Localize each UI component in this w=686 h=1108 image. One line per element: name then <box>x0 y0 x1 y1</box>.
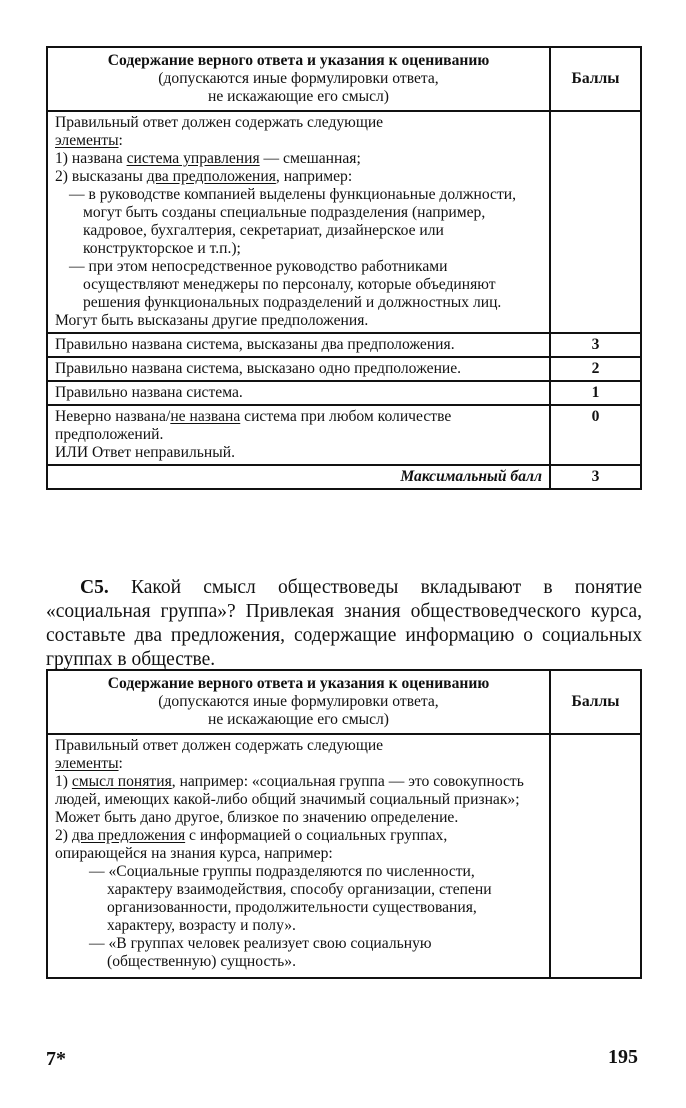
question-text: Какой смысл обществоведы вкладывают в понятие «социальная группа»? Привлекая знания обществоведческого курса, составьте два предложения, содержащие информацию о социальных группах в обществе. <box>46 577 643 670</box>
header-line-3: не искажающие его смысл) <box>208 88 389 105</box>
max-score-label: Максимальный балл <box>47 465 550 489</box>
header-score: Баллы <box>550 47 641 111</box>
criterion-text: Правильно названа система, высказано одно предположение. <box>47 357 550 381</box>
answer-dash-1: — «Социальные группы подразделяются по численности, характеру взаимодействия, способу организации, степени организованности, продолжительности существования, характеру, возрасту и полу». <box>89 863 492 934</box>
score-row-1 <box>47 381 641 405</box>
row0-or: ИЛИ Ответ неправильный. <box>55 444 235 461</box>
answer-dash-1: — в руководстве компанией выделены функционаьные должности, могут быть созданы специальные подразделения (например, кадровое, бухгалтерия, секретариат, дизайнерское или конструкторское и т.п.); <box>69 186 517 257</box>
item2-pre: 2) <box>55 827 72 844</box>
grading-table-c5 <box>46 669 642 979</box>
intro-text: Правильный ответ должен содержать следующие <box>55 114 384 131</box>
answer-item-2 <box>55 168 542 186</box>
max-score-row <box>47 465 641 489</box>
question-c5 <box>46 576 642 672</box>
answer-score-empty <box>550 111 641 333</box>
score-row-0 <box>47 405 641 465</box>
header-line-2: (допускаются иные формулировки ответа, <box>158 70 439 87</box>
header-content <box>47 47 550 111</box>
header-line-2: (допускаются иные формулировки ответа, <box>158 693 439 710</box>
answer-item-1 <box>55 150 542 168</box>
row0-tail: система при любом количестве предположений. <box>55 408 452 443</box>
item1-tail: , например: «социальная группа — это совокупность людей, имеющих какой-либо общий значимый социальный признак»; <box>55 773 524 808</box>
max-score-value: 3 <box>550 465 641 489</box>
item2-tail: с информацией о социальных группах, опирающейся на знания курса, например: <box>55 827 448 862</box>
question-number: С5. <box>80 577 109 598</box>
answer-content <box>47 734 550 978</box>
header-line-1: Содержание верного ответа и указания к оцениванию <box>107 675 490 692</box>
answer-intro <box>55 114 542 150</box>
item2-underlined: два предложения <box>71 827 186 844</box>
answer-dash-2: — «В группах человек реализует свою социальную (общественную) сущность». <box>89 935 432 970</box>
row0-pre: Неверно названа/ <box>55 408 171 425</box>
header-line-3: не искажающие его смысл) <box>208 711 389 728</box>
intro-text: Правильный ответ должен содержать следующие <box>55 737 384 754</box>
item1-pre: 1) <box>55 773 72 790</box>
answer-note: Может быть дано другое, близкое по значению определение. <box>55 809 459 826</box>
answer-content <box>47 111 550 333</box>
criterion-score: 3 <box>550 333 641 357</box>
header-row <box>47 47 641 111</box>
header-row <box>47 670 641 734</box>
answer-closing: Могут быть высказаны другие предположения. <box>55 312 369 329</box>
footer-signature-mark: 7* <box>46 1048 66 1070</box>
item1-pre: 1) названа <box>55 150 127 167</box>
intro-underlined: элементы <box>55 132 119 149</box>
intro-tail: : <box>118 132 123 149</box>
answer-row <box>47 734 641 978</box>
item2-underlined: два предположения <box>146 168 276 185</box>
item1-underlined: смысл понятия <box>71 773 172 790</box>
row0-underlined: не названа <box>170 408 241 425</box>
criterion-text: Правильно названа система, высказаны два предположения. <box>47 333 550 357</box>
criterion-text: Правильно названа система. <box>47 381 550 405</box>
answer-item-1 <box>55 773 542 809</box>
answer-intro <box>55 737 542 773</box>
score-row-2 <box>47 357 641 381</box>
header-line-1: Содержание верного ответа и указания к оцениванию <box>107 52 490 69</box>
criterion-score: 2 <box>550 357 641 381</box>
page-number: 195 <box>608 1046 638 1068</box>
answer-dash-2: — при этом непосредственное руководство работниками осуществляют менеджеры по персоналу, которые объединяют решения функциональных подразделений и должностных лиц. <box>69 258 502 311</box>
item2-pre: 2) высказаны <box>55 168 147 185</box>
answer-row <box>47 111 641 333</box>
criterion-score: 1 <box>550 381 641 405</box>
answer-score-empty <box>550 734 641 978</box>
score-row-3 <box>47 333 641 357</box>
item2-tail: , например: <box>275 168 353 185</box>
item1-underlined: система управления <box>126 150 260 167</box>
answer-item-2 <box>55 827 542 863</box>
criterion-text <box>47 405 550 465</box>
criterion-score: 0 <box>550 405 641 465</box>
intro-tail: : <box>118 755 123 772</box>
item1-tail: — смешанная; <box>259 150 361 167</box>
header-content <box>47 670 550 734</box>
grading-table-c4 <box>46 46 642 490</box>
intro-underlined: элементы <box>55 755 119 772</box>
header-score: Баллы <box>550 670 641 734</box>
